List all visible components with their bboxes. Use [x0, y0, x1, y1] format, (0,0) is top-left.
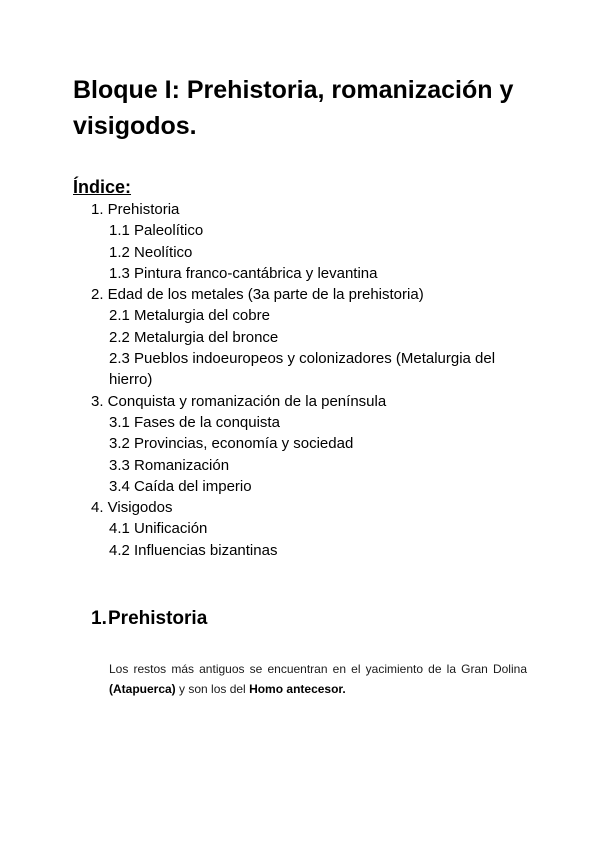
toc-item: 4.2 Influencias bizantinas — [109, 541, 278, 559]
paragraph-text: y son los del — [175, 682, 250, 696]
table-of-contents — [0, 199, 600, 561]
toc-item: 1.1 Paleolítico — [109, 222, 204, 240]
toc-section-label: 2. Edad de los metales (3a parte de la prehistoria) — [91, 286, 424, 304]
toc-heading: Índice: — [73, 177, 132, 197]
toc-section-label: 1. Prehistoria — [91, 201, 180, 218]
paragraph-text: Los restos más antiguos se encuentran en el yacimiento de la Gran Dolina — [109, 662, 527, 676]
paragraph-bold-term: Homo antecesor. — [249, 682, 346, 696]
section-title: Prehistoria — [108, 608, 208, 629]
section-heading — [91, 606, 207, 632]
toc-section-4 — [0, 497, 600, 561]
toc-item: 1.3 Pintura franco-cantábrica y levantina — [109, 264, 378, 282]
toc-item: 3.1 Fases de la conquista — [109, 413, 280, 431]
section-number: 1. — [91, 608, 107, 629]
toc-section-1 — [0, 199, 600, 284]
toc-item: 2.3 Pueblos indoeuropeos y colonizadores (Metalurgia del hierro) — [109, 350, 496, 389]
toc-section-label: 3. Conquista y romanización de la península — [91, 392, 387, 410]
toc-item: 2.2 Metalurgia del bronce — [109, 328, 279, 346]
toc-item: 3.4 Caída del imperio — [109, 477, 252, 495]
toc-section-2 — [0, 284, 600, 390]
toc-item: 1.2 Neolítico — [109, 243, 193, 261]
body-paragraph — [109, 659, 527, 699]
toc-section-3 — [0, 391, 600, 497]
paragraph-bold-term: (Atapuerca) — [109, 682, 176, 696]
page-title: Bloque I: Prehistoria, romanización y visigodos. — [73, 76, 514, 140]
toc-item: 4.1 Unificación — [109, 520, 208, 538]
toc-item: 2.1 Metalurgia del cobre — [109, 307, 270, 325]
toc-section-label: 4. Visigodos — [91, 499, 173, 517]
toc-item: 3.2 Provincias, economía y sociedad — [109, 435, 354, 453]
toc-item: 3.3 Romanización — [109, 456, 230, 474]
